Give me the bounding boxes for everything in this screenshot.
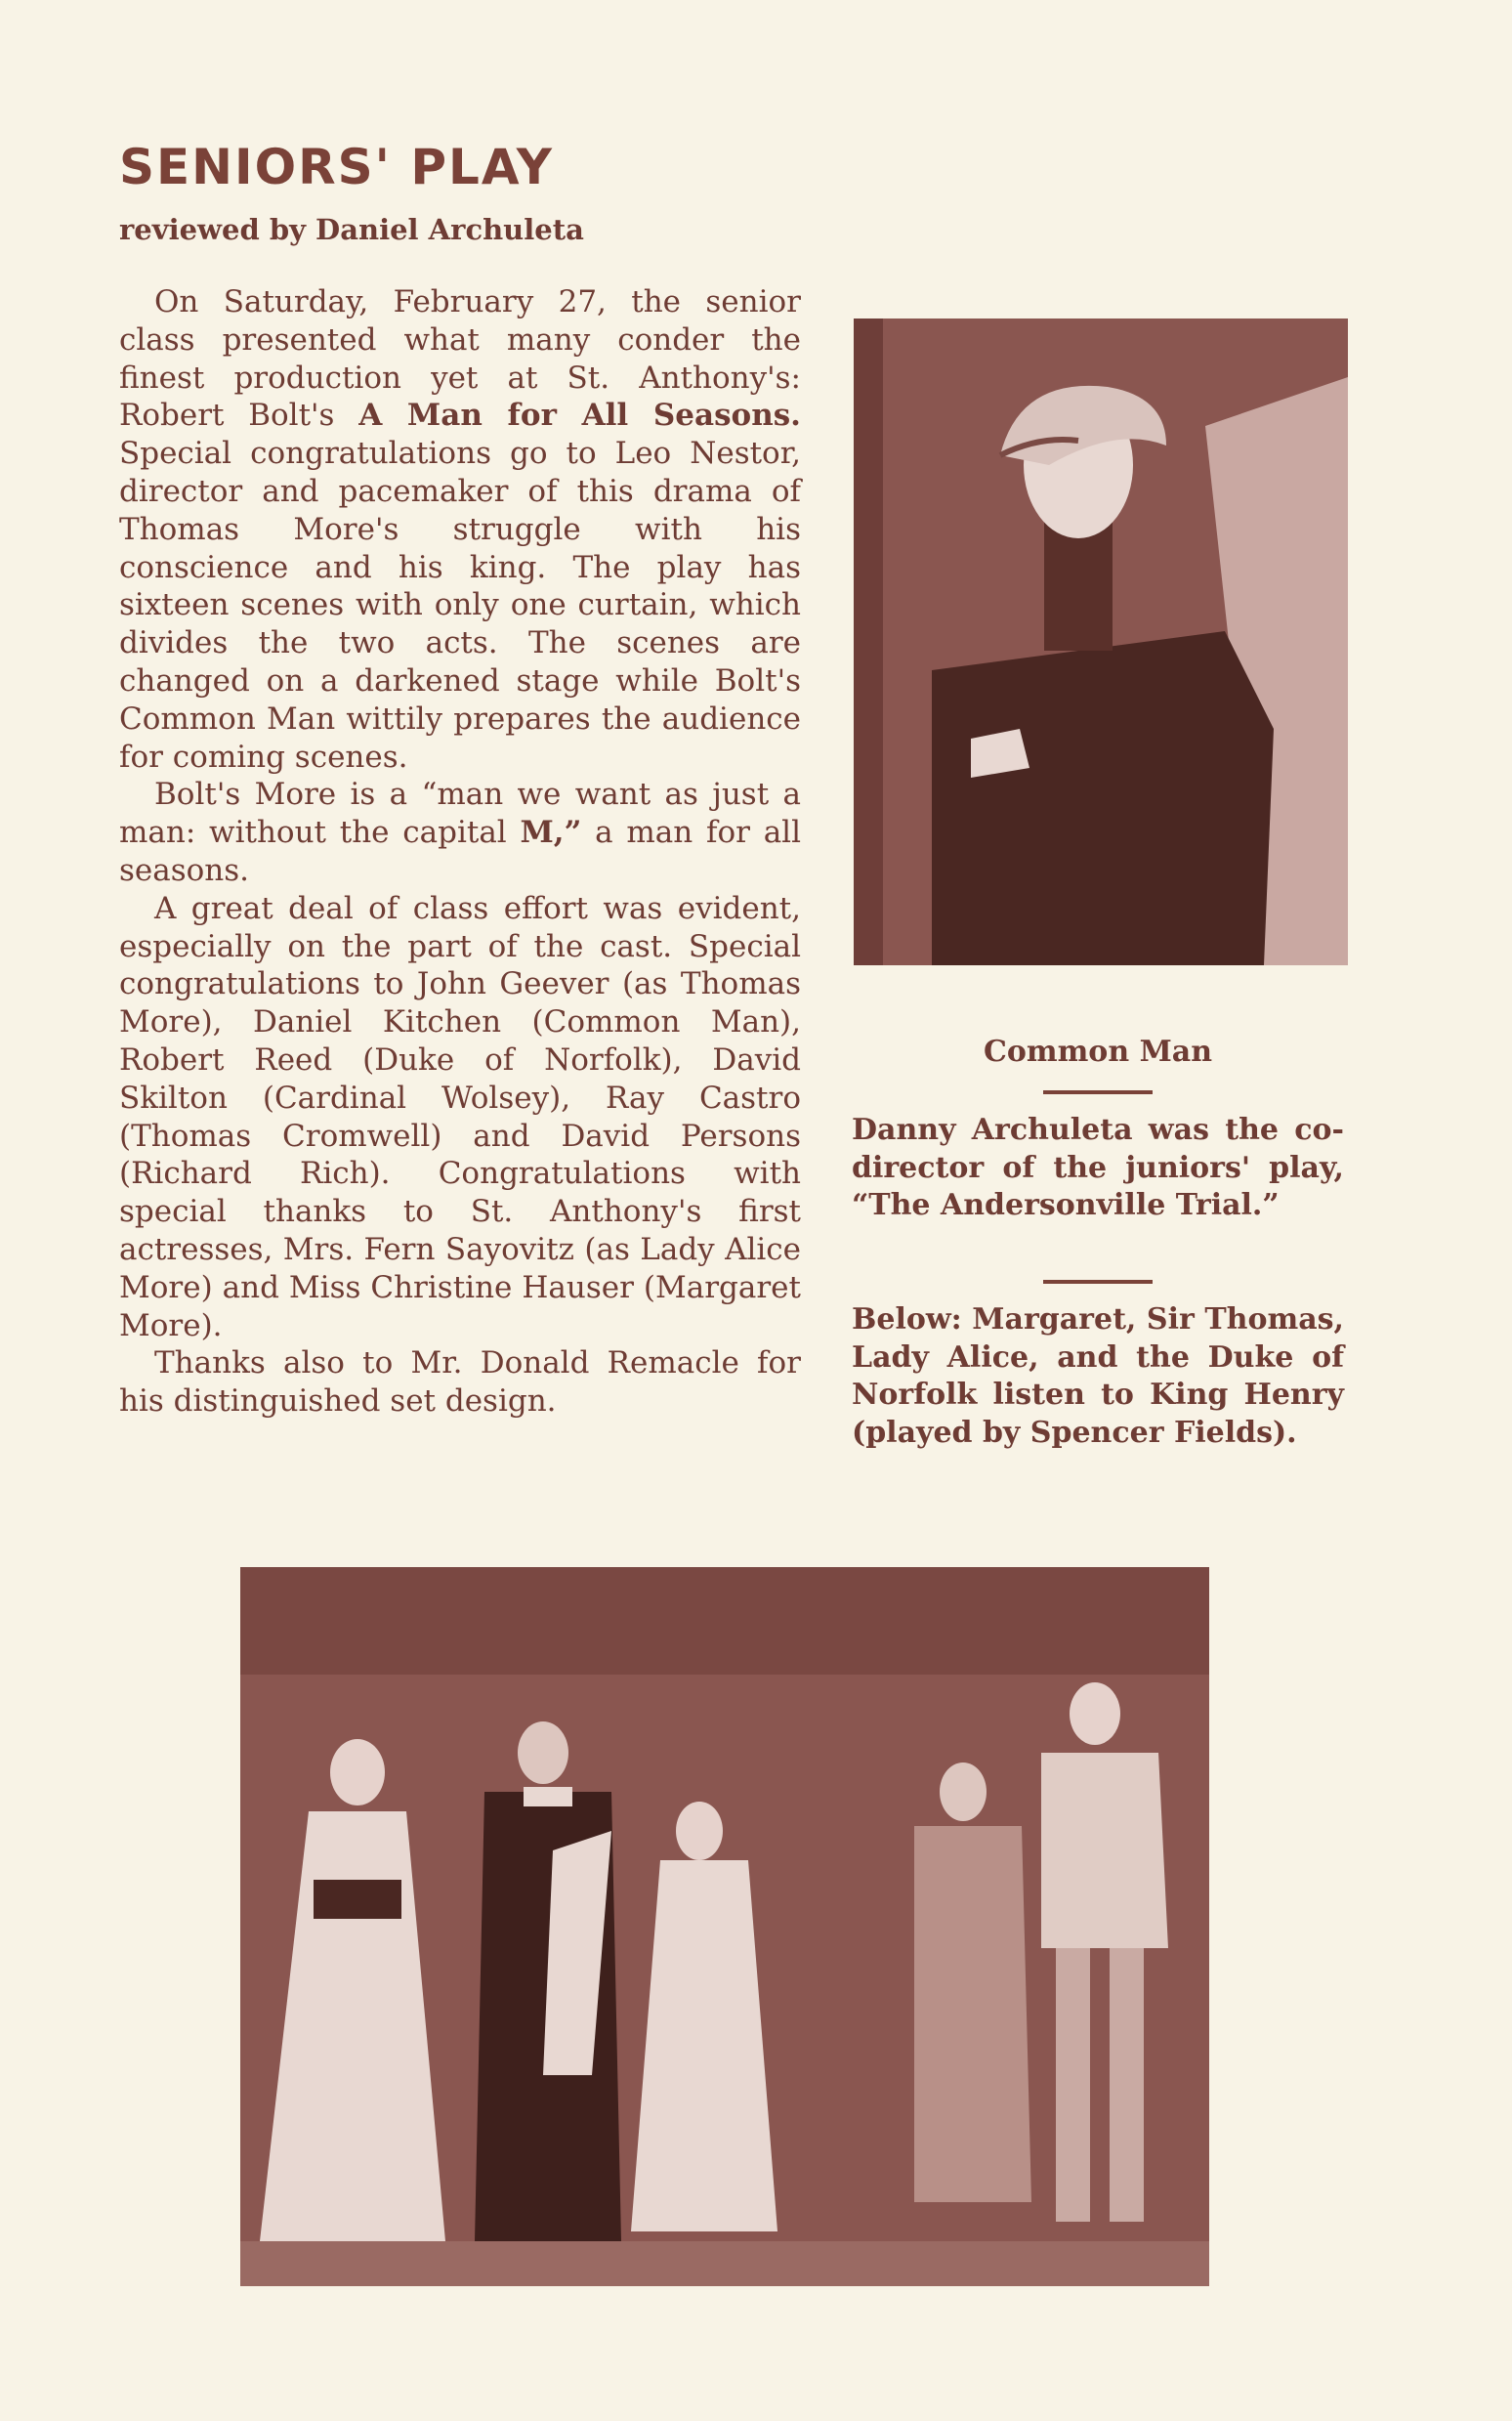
caption-divider bbox=[1043, 1090, 1153, 1094]
stage-scene-photo-image bbox=[240, 1567, 1209, 2286]
article-text: On Saturday, February 27, the senior class presented what many conder the finest production yet at St. Anthony's: Robert Bolt's bbox=[119, 284, 801, 434]
play-title: A Man for All Seasons. bbox=[358, 398, 801, 434]
article-paragraph-1 bbox=[119, 283, 801, 776]
common-man-photo-image bbox=[854, 319, 1348, 965]
article-paragraph-4: Thanks also to Mr. Donald Remacle for his distinguished set design. bbox=[119, 1345, 801, 1420]
article-text: Special congratulations go to Leo Nestor, director and pacemaker of this drama of Thomas More's struggle with his conscience and his king. The play has sixteen scenes with only one curtain, which divides the two acts. The scenes are changed on a darkened stage while Bolt's Common Man wittily prepares the audience for coming scenes. bbox=[119, 436, 801, 775]
photo-caption-title: Common Man bbox=[983, 1035, 1213, 1069]
article-text: Bolt's More is a “man we want as just a man: without the capital bbox=[119, 777, 801, 851]
article-text: a man for all seasons. bbox=[119, 815, 801, 888]
caption-divider bbox=[1043, 1280, 1153, 1284]
page-title: SENIORS' PLAY bbox=[119, 139, 554, 195]
article-body bbox=[119, 283, 801, 1421]
capital-m: M,” bbox=[520, 815, 582, 851]
article-paragraph-2 bbox=[119, 776, 801, 889]
stage-scene-photo bbox=[240, 1567, 1209, 2286]
bottom-photo-caption: Below: Margaret, Sir Thomas, Lady Alice, and the Duke of Norfolk listen to King Henry (played by Spencer Fields). bbox=[852, 1302, 1344, 1450]
byline: reviewed by Daniel Archuleta bbox=[119, 213, 584, 246]
director-note: Danny Archuleta was the co-director of the juniors' play, “The Andersonville Trial.” bbox=[852, 1113, 1344, 1222]
common-man-photo bbox=[854, 319, 1348, 965]
article-paragraph-3: A great deal of class effort was evident, especially on the part of the cast. Special congratulations to John Geever (as Thomas More), Daniel Kitchen (Common Man), Robert Reed (Duke of Norfolk), David Skilton (Cardinal Wolsey), Ray Castro (Thomas Cromwell) and David Persons (Richard Rich). Congratulations with special thanks to St. Anthony's first actresses, Mrs. Fern Sayovitz (as Lady Alice More) and Miss Christine Hauser (Margaret More). bbox=[119, 890, 801, 1343]
